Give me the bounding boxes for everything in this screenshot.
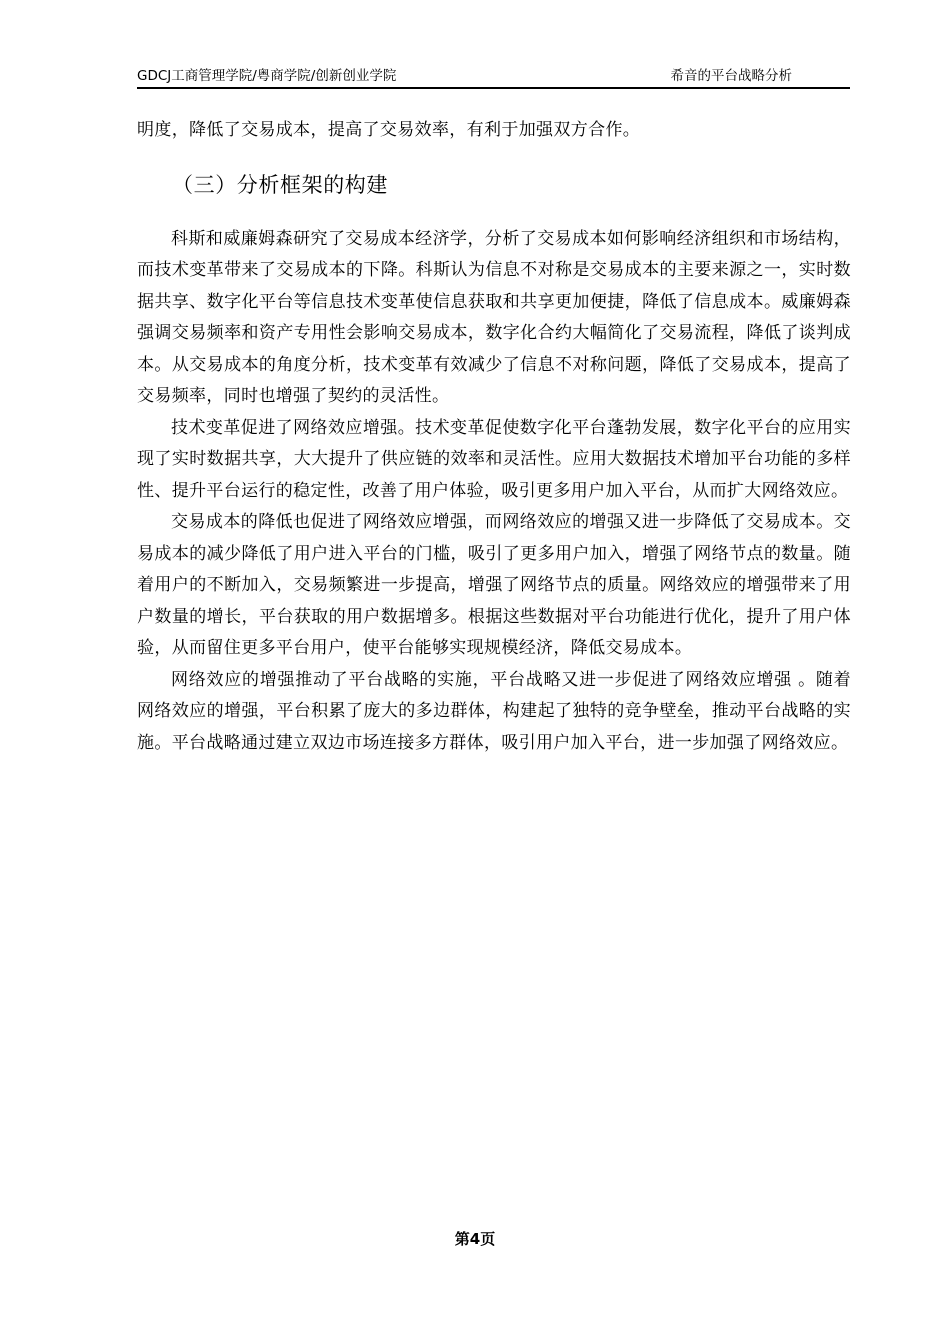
body-paragraph-3: 交易成本的降低也促进了网络效应增强，而网络效应的增强又进一步降低了交易成本。交易成本的减少降低了用户进入平台的门槛，吸引了更多用户加入，增强了网络节点的数量。随着用户的不断加入，交易频繁进一步提高，增强了网络节点的质量。网络效应的增强带来了用户数量的增长，平台获取的用户数据增多。根据这些数据对平台功能进行优化，提升了用户体验，从而留住更多平台用户，使平台能够实现规模经济，降低交易成本。 [137, 512, 851, 658]
body-paragraph-4: 网络效应的增强推动了平台战略的实施，平台战略又进一步促进了网络效应增强 。随着网络效应的增强，平台积累了庞大的多边群体，构建起了独特的竞争壁垒，推动平台战略的实施。平台战略通过建立双边市场连接多方群体，吸引用户加入平台，进一步加强了网络效应。 [137, 669, 851, 753]
header-institution: GDCJ工商管理学院/粤商学院/创新创业学院 [137, 68, 397, 84]
continuation-paragraph: 明度，降低了交易成本，提高了交易效率，有利于加强双方合作。 [137, 120, 641, 140]
page-body [137, 115, 851, 759]
page-number: 第4页 [454, 1230, 496, 1248]
body-paragraph-1: 科斯和威廉姆森研究了交易成本经济学，分析了交易成本如何影响经济组织和市场结构，而技术变革带来了交易成本的下降。科斯认为信息不对称是交易成本的主要来源之一，实时数据共享、数字化平台等信息技术变革使信息获取和共享更加便捷，降低了信息成本。威廉姆森强调交易频率和资产专用性会影响交易成本，数字化合约大幅简化了交易流程，降低了谈判成本。从交易成本的角度分析，技术变革有效减少了信息不对称问题，降低了交易成本，提高了交易频率，同时也增强了契约的灵活性。 [137, 228, 851, 406]
page-header [137, 66, 850, 89]
body-paragraph-2: 技术变革促进了网络效应增强。技术变革促使数字化平台蓬勃发展，数字化平台的应用实现了实时数据共享，大大提升了供应链的效率和灵活性。应用大数据技术增加平台功能的多样性、提升平台运行的稳定性，改善了用户体验，吸引更多用户加入平台，从而扩大网络效应。 [137, 417, 851, 501]
section-heading: （三）分析框架的构建 [172, 172, 388, 197]
header-document-title: 希音的平台战略分析 [670, 68, 792, 84]
